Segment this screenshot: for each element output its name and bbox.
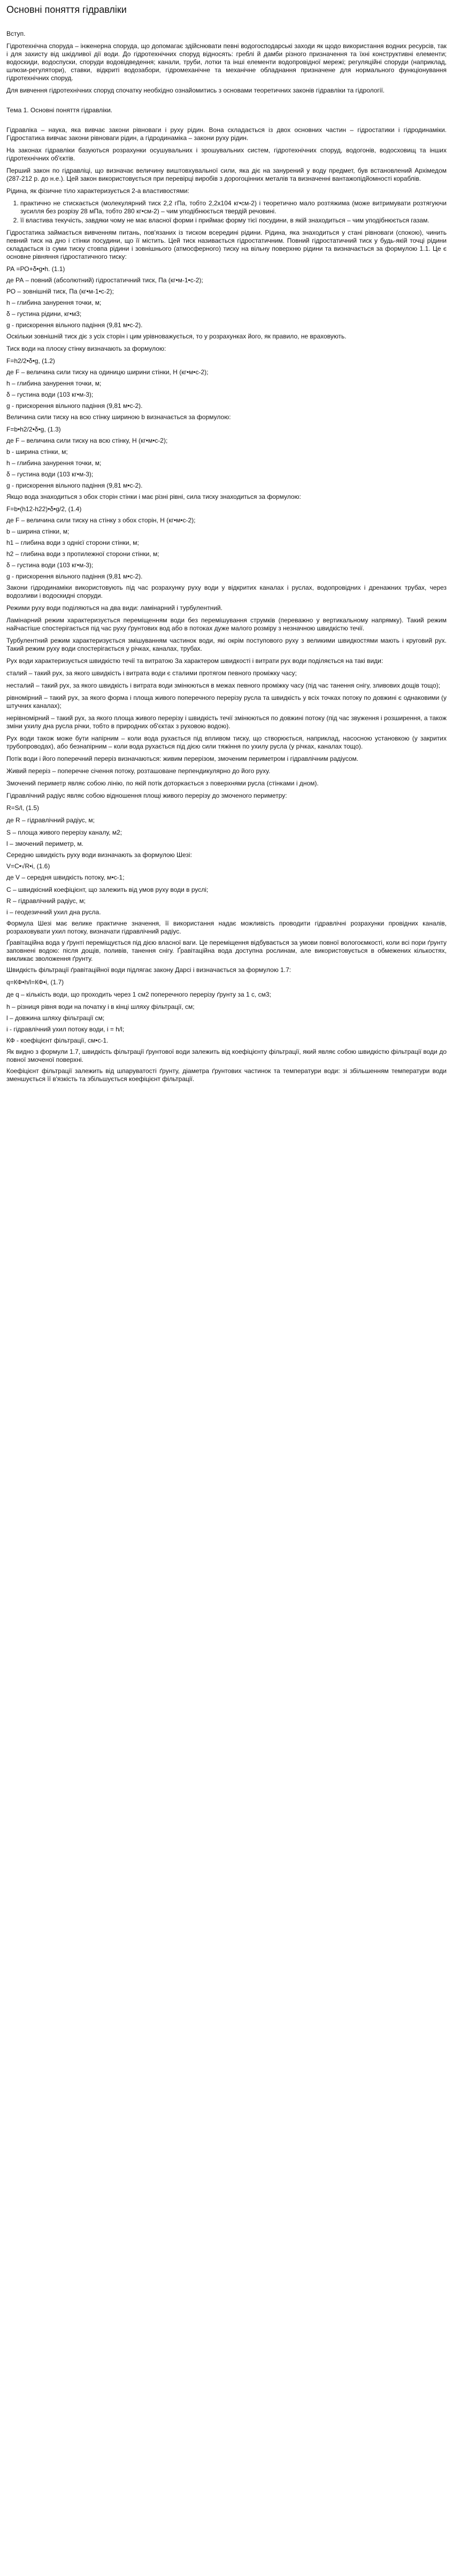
definition-line: i - гідравлічний ухил потоку води, i = h/l; bbox=[6, 1025, 125, 1033]
paragraph: Оскільки зовнішній тиск діє з усіх сторін і цим урівноважується, то у розрахунках його, як правило, не враховують. bbox=[6, 333, 347, 340]
definition-line: h1 – глибина води з однієї сторони стінки, м; bbox=[6, 539, 139, 546]
definition-line: g - прискорення вільного падіння (9,81 м•с-2). bbox=[6, 573, 143, 580]
definition-line: δ – густина рідини, кг•м3; bbox=[6, 310, 82, 318]
definition-line: b – ширина стінки, м; bbox=[6, 528, 70, 535]
paragraph: Потік води і його поперечний переріз визначаються: живим перерізом, змоченим периметром і гідравлічним радіусом. bbox=[6, 755, 359, 762]
paragraph: рівномірний – такий рух, за якого форма і площа живого поперечного перерізу русла та швидкість у всіх точках потоку по довжині є однаковими (у штучних каналах); bbox=[6, 694, 447, 709]
definition-line: КФ - коефіцієнт фільтрації, см•с-1. bbox=[6, 1037, 109, 1044]
paragraph: R=S/l, (1.5) bbox=[6, 804, 40, 812]
definition-line: РО – зовнішній тиск, Па (кг•м-1•с-2); bbox=[6, 288, 114, 295]
properties-list bbox=[6, 199, 447, 225]
paragraph: Рух води також може бути напірним – коли вода рухається під впливом тиску, що створюється, наприклад, насосною установкою (у закритих трубопроводах), або безнапірним – коли вода рухається під дією сили тяжіння по ухилу русла (у річках, каналах тощо). bbox=[6, 735, 447, 750]
topic-heading: Тема 1. Основні поняття гідравліки. bbox=[6, 106, 113, 114]
paragraph: Якщо вода знаходиться з обох сторін стінки і має різні рівні, сила тиску знаходиться за формулою: bbox=[6, 493, 301, 500]
list-item: 1. практично не стискається (молекулярний тиск 2,2 гПа, тобто 2,2х104 кг•см-2) і теоретично мало розтяжима (може витримувати розтягуючи зусилля без розрізу 28 мПа, тобто 280 кг•см-2) – чим уподібнюється твердій речовині. bbox=[20, 199, 447, 215]
formula-1-2: F=h2/2•δ•g, (1.2) bbox=[6, 357, 55, 365]
formula-1-1: РА =РО+δ•g•h. (1.1) bbox=[6, 265, 65, 273]
formula-1-6: C – швидкісний коефіцієнт, що залежить від умов руху води в руслі; bbox=[6, 886, 209, 893]
paragraph: Закони гідродинаміки використовують під час розрахунку руху води у відкритих каналах і руслах, водопровідних і дренажних трубах, через водозливи і водоскидні споруди. bbox=[6, 584, 447, 599]
definition-line: h – глибина занурення точки, м; bbox=[6, 459, 102, 467]
definition-line: Коефіцієнт фільтрації залежить від шпаруватості ґрунту, діаметра ґрунтових частинок та температури води: зі збільшенням температури води зменшується її в'язкість та збільшується коефіцієнт фільтрації. bbox=[6, 1067, 447, 1083]
paragraph: q=КФ•h/l=КФ•i, (1.7) bbox=[6, 978, 64, 986]
document-body bbox=[6, 30, 447, 1083]
paragraph: Рух води характеризується швидкістю течії та витратою За характером швидкості і витрати рух води поділяється на такі види: bbox=[6, 657, 383, 665]
definition-line: де F – величина сили тиску на одиницю ширини стінки, Н (кг•м•с-2); bbox=[6, 368, 209, 376]
definition-line: Середню швидкість руху води визначають за формулою Шезі: bbox=[6, 851, 192, 859]
paragraph: Гідравлічний радіус являє собою відношення площі живого перерізу до змоченого периметру: bbox=[6, 792, 287, 799]
paragraph: де R – гідравлічний радіус, м; bbox=[6, 816, 95, 824]
formula-1-5: S – площа живого перерізу каналу, м2; bbox=[6, 829, 122, 836]
document-page bbox=[0, 0, 453, 1083]
intro-label: Вступ. bbox=[6, 30, 26, 37]
definition-line: h2 – глибина води з протилежної сторони стінки, м; bbox=[6, 550, 159, 558]
paragraph: Живий переріз – поперечне січення потоку, розташоване перпендикулярно до його руху. bbox=[6, 767, 271, 775]
document-title: Основні поняття гідравліки bbox=[6, 4, 127, 15]
definition-line: V=C•√R•i, (1.6) bbox=[6, 862, 50, 870]
definition-line: R – гідравлічний радіус, м; bbox=[6, 897, 86, 905]
definition-line: h – глибина занурення точки, м; bbox=[6, 299, 102, 306]
definition-line: і – геодезичний ухил дна русла. bbox=[6, 908, 101, 916]
definition-line: Ґравітаційна вода у ґрунті переміщується під дією власної ваги. Це переміщення відбувається за умови повної вологоємкості, коли всі пори ґрунту заповнені водою: після дощів, поливів, танення снігу. Ґравітаційна вода доступна рослинам, але використовується в обмежених кількостях, викликає зволоження ґрунту. bbox=[6, 939, 447, 962]
paragraph: Гідравліка – наука, яка вивчає закони рівноваги і руху рідин. Вона складається із двох основних частин – гідростатики і гідродинаміки. Гідростатика вивчає закони рівноваги рідин, а гідродинаміка – закони руху рідин. bbox=[6, 126, 447, 142]
definition-line: де F – величина сили тиску на стінку з обох сторін, Н (кг•м•с-2); bbox=[6, 516, 196, 524]
paragraph: Режими руху води поділяються на два види: ламінарний і турбулентний. bbox=[6, 604, 222, 612]
definition-line: h – глибина занурення точки, м; bbox=[6, 380, 102, 387]
definition-line: δ – густина води (103 кг•м-3); bbox=[6, 391, 94, 398]
definition-line: де РА – повний (абсолютний) гідростатичний тиск, Па (кг•м-1•с-2); bbox=[6, 276, 203, 284]
definition-line: δ – густина води (103 кг•м-3); bbox=[6, 471, 94, 478]
paragraph: Гідростатика займається вивченням питань, пов'язаних із тиском всередині рідини. Рідина, яка знаходиться у стані рівноваги (спокою), чинить певний тиск на дно і стінки посудини, що її містить. Цей тиск називається гідростатичним. Повний гідростатичний тиск у будь-якій точці рідини складається із суми тиску стовпа рідини і зовнішнього (атмосферного) тиску на вільну поверхню рідини та визначається за формулою 1.1. Це є основне рівняння гідростатичного тиску: bbox=[6, 229, 447, 260]
paragraph: де V – середня швидкість потоку, м•с-1; bbox=[6, 874, 125, 881]
paragraph: На законах гідравліки базуються розрахунки осушувальних і зрошувальних систем, гідротехнічних споруд, водогонів, водосховищ та інших гідротехнічних об'єктів. bbox=[6, 146, 447, 162]
definition-line: g - прискорення вільного падіння (9,81 м•с-2). bbox=[6, 321, 143, 329]
definition-line: Формула Шезі має велике практичне значення, її використання надає можливість проводити гідравлічні розрахунки провідних каналів, розраховувати ухил потоку, визначати гідравлічний радіус. bbox=[6, 920, 447, 935]
paragraph: Змочений периметр являє собою лінію, по якій потік доторкається з поверхнями русла (стінками і дном). bbox=[6, 780, 319, 787]
paragraph: Тиск води на плоску стінку визначають за формулою: bbox=[6, 345, 166, 352]
formula-1-7: h – різниця рівня води на початку і в кінці шляху фільтрації, см; bbox=[6, 1003, 195, 1011]
paragraph: де q – кількість води, що проходить через 1 см2 поперечного перерізу ґрунту за 1 с, см3; bbox=[6, 991, 271, 998]
definition-line: l – довжина шляху фільтрації см; bbox=[6, 1014, 105, 1022]
definition-line: g - прискорення вільного падіння (9,81 м•с-2). bbox=[6, 482, 143, 489]
formula-1-4: F=b•(h12-h22)•δ•g/2, (1.4) bbox=[6, 505, 82, 513]
definition-line: b - ширина стінки, м; bbox=[6, 448, 68, 456]
paragraph: несталий – такий рух, за якого швидкість і витрата води змінюються в межах певного проміжку часу (під час танення снігу, зливових дощів тощо); bbox=[6, 682, 440, 689]
paragraph: Турбулентний режим характеризується змішуванням частинок води, які окрім поступового руху з великими швидкостями мають і круговий рух. Такий режим руху води спостерігається у річках, каналах, трубах. bbox=[6, 637, 447, 652]
paragraph: Рідина, як фізичне тіло характеризується 2-а властивостями: bbox=[6, 187, 189, 195]
paragraph: Швидкість фільтрації ґравітаційної води підлягає закону Дарсі і визначається за формулою 1.7: bbox=[6, 966, 291, 974]
definition-line: g - прискорення вільного падіння (9,81 м•с-2). bbox=[6, 402, 143, 410]
paragraph: Величина сили тиску на всю стінку шириною b визначається за формулою: bbox=[6, 413, 231, 421]
paragraph: Перший закон по гідравліці, що визначає величину виштовхувальної сили, яка діє на занурений у воду предмет, був встановлений Архімедом (287-212 р. до н.е.). Цей закон використовується при перевірці виробів з дорогоцінних металів та визначенні вантажопідйомності кораблів. bbox=[6, 167, 447, 182]
paragraph: Гідротехнічна споруда – інженерна споруда, що допомагає здійснювати певні водогосподарські заходи як щодо використання водних ресурсів, так і для захисту від шкідливої дії води. До гідротехнічних споруд відносять: греблі й дамби різного призначення та їхні конструктивні елементи; водоскиди, водоспуски, споруди водовідведення; канали, труби, лотки та інші елементи водопровідної мережі; регуляційні споруди (наприклад, шлюзи-регулятори), ставки, відкриті водозабори, гідромеханічне та механічне обладнання призначене для нормального функціонування гідротехнічних споруд. bbox=[6, 42, 447, 82]
list-item: 2. її властива текучість, завдяки чому не має власної форми і приймає форму тієї посудини, в якій знаходиться – чим уподібнюється газам. bbox=[20, 217, 447, 225]
definition-line: δ – густина води (103 кг•м-3); bbox=[6, 561, 94, 569]
paragraph: Для вивчення гідротехнічних споруд спочатку необхідно ознайомитись з основами теоретичних законів гідравліки та гідрології. bbox=[6, 87, 385, 94]
formula-1-3: F=b•h2/2•δ•g, (1.3) bbox=[6, 426, 61, 433]
definition-line: l – змочений периметр, м. bbox=[6, 840, 83, 847]
definition-line: Як видно з формули 1.7, швидкість фільтрації ґрунтової води залежить від коефіцієнту фільтрації, який являє собою швидкістю фільтрації води до повної змоченої поверхні. bbox=[6, 1048, 447, 1063]
paragraph: Ламінарний режим характеризується переміщенням води без перемішування струмків (переважно у вертикальному напрямку). Такий режим найчастіше спостерігається під час руху ґрунтових вод або в потоках дуже малого розміру з незначною швидкістю течії. bbox=[6, 616, 447, 632]
paragraph: сталий – такий рух, за якого швидкість і витрата води є сталими протягом певного проміжку часу; bbox=[6, 669, 297, 677]
definition-line: де F – величина сили тиску на всю стінку, Н (кг•м•с-2); bbox=[6, 437, 168, 444]
paragraph: нерівномірний – такий рух, за якого площа живого перерізу і швидкість течії змінюються по довжині потоку (під час звуження і розширення, а також зміни ухилу дна русла річки, тобто в природних об'єктах з руховою водою). bbox=[6, 714, 447, 730]
